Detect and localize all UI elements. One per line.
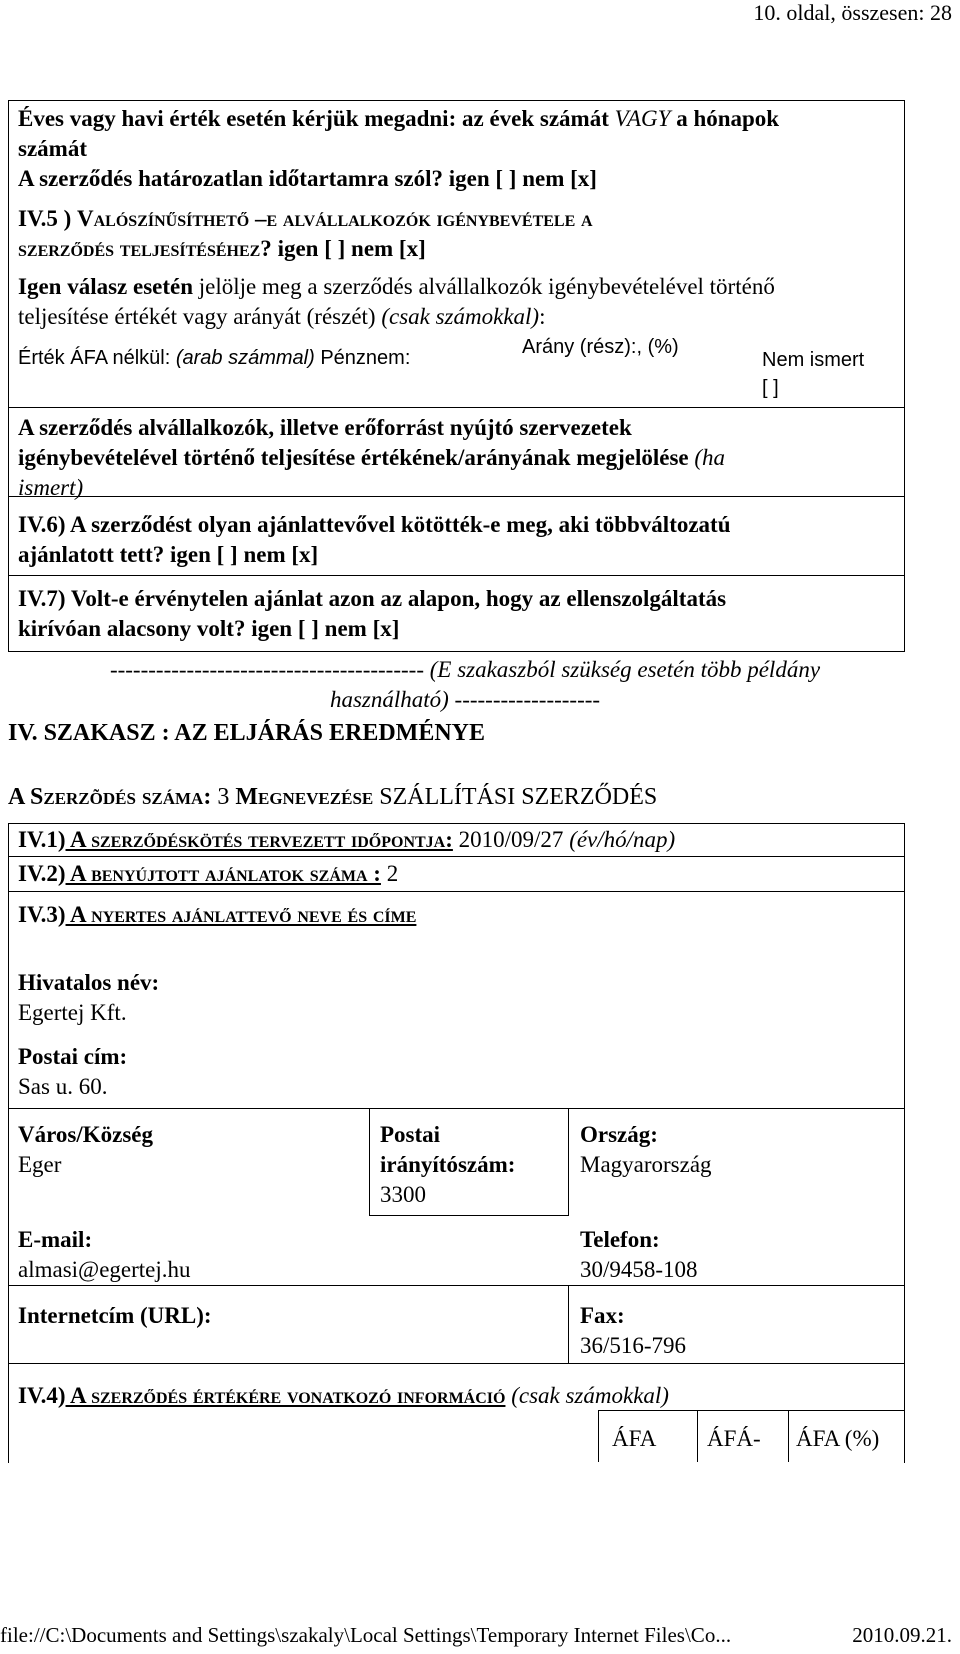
section-iv1: IV.1) A szerződéskötés tervezett időpontja: 2010/09/27 (év/hó/nap): [18, 827, 676, 852]
section-iv5: IV.5 ) Valószínűsíthető –e alvállalkozók igénybevétele a szerződés teljesítéséhez? igen [ ] nem [x]: [18, 206, 593, 261]
section-iv3: IV.3) A nyertes ajánlattevő neve és címe: [18, 902, 417, 927]
section-iv7: IV.7) Volt-e érvénytelen ajánlat azon az alapon, hogy az ellenszolgáltatás kirívóan alacsony volt? igen [ ] nem [x]: [18, 586, 727, 641]
website: Internetcím (URL):: [18, 1303, 212, 1328]
unknown-checkbox[interactable]: [ ]: [762, 377, 779, 399]
file-path: file://C:\Documents and Settings\szakaly\Local Settings\Temporary Internet Files\Co...: [0, 1623, 732, 1647]
unknown-label: Nem ismert: [762, 349, 865, 371]
email: E-mail: almasi@egertej.hu: [18, 1227, 191, 1282]
postal-address: Postai cím: Sas u. 60.: [18, 1044, 128, 1099]
country: Ország: Magyarország: [580, 1122, 712, 1177]
subcontractor-value: A szerződés alvállalkozók, illetve erőforrást nyújtó szervezetek igénybevételével történő teljesítése értékének/arányának megjelölése (ha ismert): [18, 415, 726, 500]
vat-column-2: ÁFÁ-: [707, 1426, 761, 1451]
section-iv2: IV.2) A benyújtott ajánlatok száma : 2: [18, 861, 399, 886]
contract-line: A Szerzõdés száma: 3 Megnevezése SZÁLLÍTÁSI SZERZŐDÉS: [8, 784, 658, 810]
print-date: 2010.09.21.: [852, 1623, 952, 1647]
period-question: Éves vagy havi érték esetén kérjük megadni: az évek számát VAGY a hónapok számát A szerződés határozatlan időtartamra szól? igen [ ] nem [x]: [18, 106, 780, 191]
page-number: 10. oldal, összesen: 28: [753, 0, 952, 25]
postal-code: Postai irányítószám: 3300: [380, 1122, 516, 1207]
section-iv6: IV.6) A szerződést olyan ajánlattevővel kötötték-e meg, aki többváltozatú ajánlatott tett? igen [ ] nem [x]: [18, 512, 731, 567]
repeat-note: ----------------------------------------- (E szakaszból szükség esetén több példány használható) -------------------: [109, 657, 821, 712]
section-title: IV. SZAKASZ : AZ ELJÁRÁS EREDMÉNYE: [8, 720, 485, 746]
official-name: Hivatalos név: Egertej Kft.: [18, 970, 160, 1025]
ratio-label: Arány (rész):, (%): [522, 336, 679, 358]
phone: Telefon: 30/9458-108: [580, 1227, 698, 1282]
value-without-vat: Érték ÁFA nélkül: (arab számmal) Pénznem:: [18, 347, 411, 369]
vat-column-1: ÁFA: [612, 1426, 657, 1451]
subcontractor-instruction: Igen válasz esetén jelölje meg a szerződés alvállalkozók igénybevételével történő teljesítése értékét vagy arányát (részét) (csak számokkal):: [18, 274, 775, 329]
section-iv4: IV.4) A szerződés értékére vonatkozó információ (csak számokkal): [18, 1383, 669, 1408]
city: Város/Község Eger: [18, 1122, 154, 1177]
fax: Fax: 36/516-796: [580, 1303, 687, 1358]
vat-column-3: ÁFA (%): [796, 1426, 880, 1451]
